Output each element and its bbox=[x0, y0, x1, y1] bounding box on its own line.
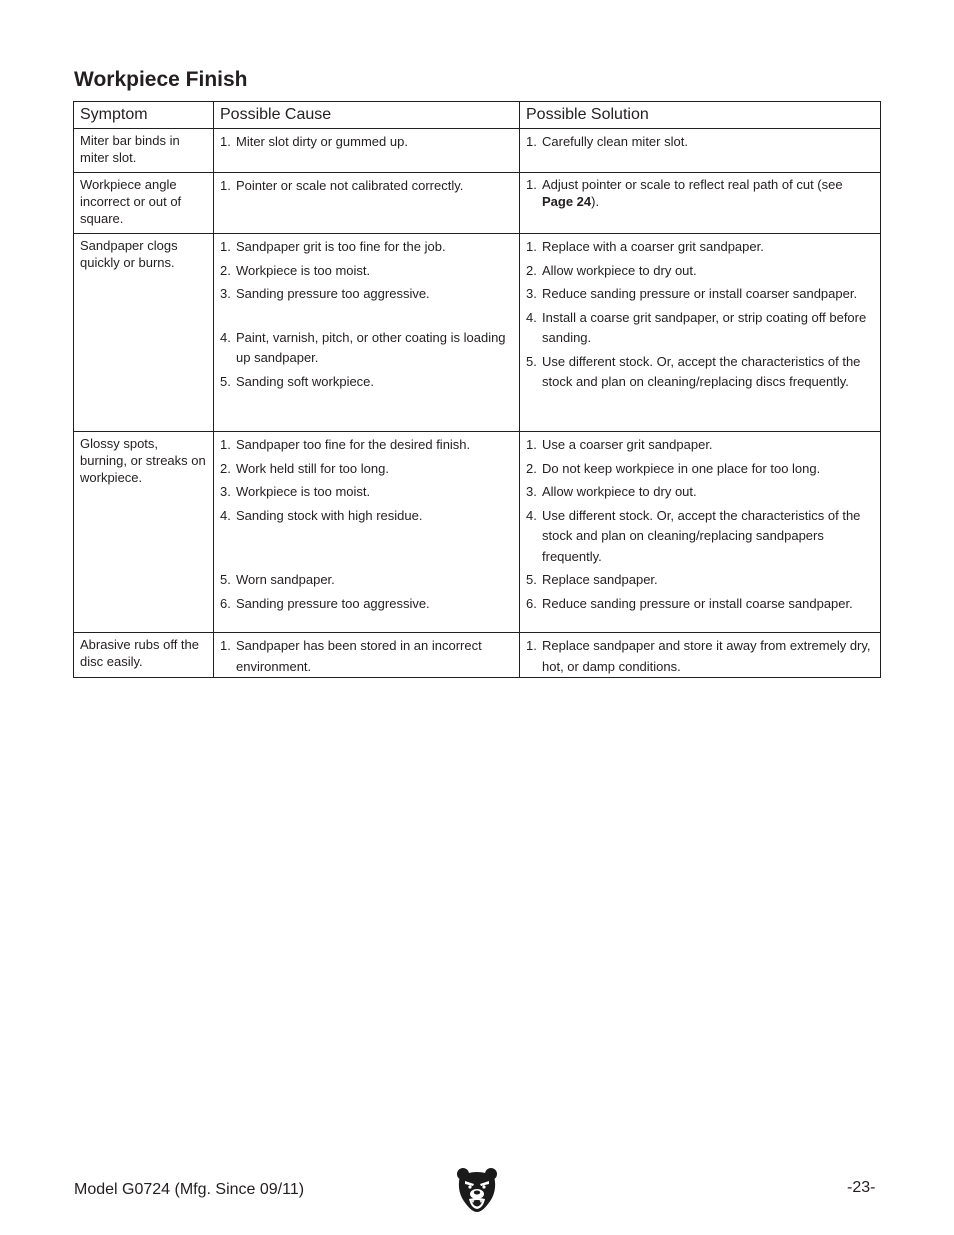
item-text: Use different stock. Or, accept the characteristics of the stock and plan on cleaning/replacing sandpapers frequently. bbox=[542, 507, 861, 564]
item-number: 2. bbox=[220, 460, 231, 476]
header-possible-cause: Possible Cause bbox=[214, 102, 520, 129]
list-item bbox=[220, 284, 513, 305]
item-text: Replace sandpaper and store it away from extremely dry, hot, or damp conditions. bbox=[542, 638, 871, 674]
list-item bbox=[220, 459, 513, 480]
item-text: Reduce sanding pressure or install coarser sandpaper. bbox=[542, 286, 858, 301]
troubleshooting-table bbox=[73, 101, 881, 678]
list-item bbox=[526, 176, 874, 210]
item-number: 5. bbox=[526, 353, 537, 369]
item-text: Replace sandpaper. bbox=[542, 572, 658, 587]
item-text: Paint, varnish, pitch, or other coating is loading up sandpaper. bbox=[236, 329, 506, 365]
symptom-cell bbox=[74, 432, 214, 633]
list-item bbox=[526, 506, 874, 568]
item-number: 5. bbox=[220, 572, 231, 587]
item-text: Replace with a coarser grit sandpaper. bbox=[542, 239, 764, 254]
symptom-text: Workpiece angle incorrect or out of square. bbox=[80, 177, 182, 226]
item-text: Sandpaper grit is too fine for the job. bbox=[236, 239, 446, 254]
list-item bbox=[526, 308, 874, 349]
solution-cell bbox=[520, 432, 881, 633]
list-item bbox=[220, 636, 513, 677]
list-item bbox=[220, 237, 513, 258]
cause-cell bbox=[214, 234, 520, 432]
list-item bbox=[220, 570, 513, 591]
item-text: Use different stock. Or, accept the characteristics of the stock and plan on cleaning/replacing discs frequently. bbox=[542, 353, 861, 389]
list-item bbox=[220, 176, 513, 197]
table-row bbox=[74, 129, 881, 173]
item-number: 3. bbox=[220, 286, 231, 301]
list-item bbox=[220, 132, 513, 153]
list-item bbox=[526, 570, 874, 591]
item-number: 1. bbox=[220, 178, 231, 193]
item-text: Workpiece is too moist. bbox=[236, 262, 371, 278]
symptom-cell bbox=[74, 234, 214, 432]
item-number: 1. bbox=[526, 177, 537, 192]
item-number: 4. bbox=[220, 329, 231, 345]
symptom-text: Miter bar binds in miter slot. bbox=[80, 133, 180, 165]
item-text: Pointer or scale not calibrated correctly. bbox=[236, 178, 464, 193]
list-item bbox=[220, 328, 513, 369]
symptom-text: Abrasive rubs off the disc easily. bbox=[80, 637, 199, 669]
item-text: Workpiece is too moist. bbox=[236, 484, 371, 499]
item-text: Use a coarser grit sandpaper. bbox=[542, 437, 713, 452]
item-number: 1. bbox=[220, 638, 231, 653]
solution-cell bbox=[520, 129, 881, 173]
item-number: 1. bbox=[220, 437, 231, 452]
list-item bbox=[526, 459, 874, 480]
item-number: 2. bbox=[526, 460, 537, 476]
item-number: 4. bbox=[220, 507, 231, 523]
item-text: Miter slot dirty or gummed up. bbox=[236, 134, 408, 149]
list-item bbox=[220, 482, 513, 503]
symptom-cell bbox=[74, 633, 214, 678]
table-header-row bbox=[74, 102, 881, 129]
item-number: 1. bbox=[220, 134, 231, 149]
symptom-cell bbox=[74, 173, 214, 234]
cause-cell bbox=[214, 633, 520, 678]
page-number: -23- bbox=[847, 1179, 876, 1196]
item-text: Sanding soft workpiece. bbox=[236, 373, 375, 389]
list-item bbox=[220, 372, 513, 393]
list-item bbox=[526, 636, 874, 677]
list-item bbox=[526, 594, 874, 615]
solution-cell bbox=[520, 633, 881, 678]
list-item bbox=[526, 237, 874, 258]
footer-model: Model G0724 (Mfg. Since 09/11) bbox=[74, 1181, 305, 1198]
item-number: 3. bbox=[526, 286, 537, 301]
item-number: 6. bbox=[526, 595, 537, 611]
item-number: 1. bbox=[526, 638, 537, 653]
item-number: 4. bbox=[526, 309, 537, 325]
table-row bbox=[74, 234, 881, 432]
solution-cell bbox=[520, 234, 881, 432]
cause-cell bbox=[214, 129, 520, 173]
item-number: 3. bbox=[526, 484, 537, 499]
item-text: Allow workpiece to dry out. bbox=[542, 484, 697, 499]
item-text: Sandpaper has been stored in an incorrect environment. bbox=[236, 638, 482, 674]
item-text: Reduce sanding pressure or install coarse sandpaper. bbox=[542, 595, 853, 611]
item-number: 2. bbox=[526, 262, 537, 278]
item-text: Sandpaper too fine for the desired finish. bbox=[236, 437, 471, 452]
header-possible-solution: Possible Solution bbox=[520, 102, 881, 129]
item-number: 6. bbox=[220, 595, 231, 611]
list-item bbox=[220, 594, 513, 615]
symptom-cell bbox=[74, 129, 214, 173]
symptom-text: Glossy spots, burning, or streaks on workpiece. bbox=[80, 436, 206, 485]
table-row bbox=[74, 173, 881, 234]
item-text: Work held still for too long. bbox=[236, 460, 389, 476]
item-text: Sanding pressure too aggressive. bbox=[236, 286, 430, 301]
table-row bbox=[74, 633, 881, 678]
item-text: Carefully clean miter slot. bbox=[542, 134, 688, 149]
item-text-end: ). bbox=[591, 194, 600, 209]
list-item bbox=[526, 261, 874, 282]
item-number: 3. bbox=[220, 484, 231, 499]
list-item bbox=[526, 132, 874, 153]
item-number: 5. bbox=[526, 572, 537, 587]
item-number: 1. bbox=[220, 239, 231, 254]
list-item bbox=[526, 482, 874, 503]
item-text: Sanding stock with high residue. bbox=[236, 507, 423, 523]
cause-cell bbox=[214, 173, 520, 234]
item-text: Allow workpiece to dry out. bbox=[542, 262, 697, 278]
table-row bbox=[74, 432, 881, 633]
list-item bbox=[526, 352, 874, 393]
item-text: Install a coarse grit sandpaper, or strip coating off before sanding. bbox=[542, 309, 867, 345]
solution-cell bbox=[520, 173, 881, 234]
list-item bbox=[526, 284, 874, 305]
item-text: Sanding pressure too aggressive. bbox=[236, 595, 430, 611]
item-number: 1. bbox=[526, 437, 537, 452]
item-text: Do not keep workpiece in one place for too long. bbox=[542, 460, 821, 476]
bear-head-icon bbox=[456, 1166, 498, 1212]
symptom-text: Sandpaper clogs quickly or burns. bbox=[80, 238, 178, 270]
item-number: 4. bbox=[526, 507, 537, 523]
list-item bbox=[220, 261, 513, 282]
list-item bbox=[526, 435, 874, 456]
list-item bbox=[220, 506, 513, 527]
item-number: 1. bbox=[526, 239, 537, 254]
cause-cell bbox=[214, 432, 520, 633]
item-text: Worn sandpaper. bbox=[236, 572, 335, 587]
section-title: Workpiece Finish bbox=[74, 68, 248, 91]
item-number: 2. bbox=[220, 262, 231, 278]
item-number: 1. bbox=[526, 134, 537, 149]
item-text: Adjust pointer or scale to reflect real path of cut (see bbox=[542, 177, 843, 192]
list-item bbox=[220, 435, 513, 456]
page-reference: Page 24 bbox=[542, 194, 592, 209]
header-symptom: Symptom bbox=[74, 102, 214, 129]
item-number: 5. bbox=[220, 373, 231, 389]
